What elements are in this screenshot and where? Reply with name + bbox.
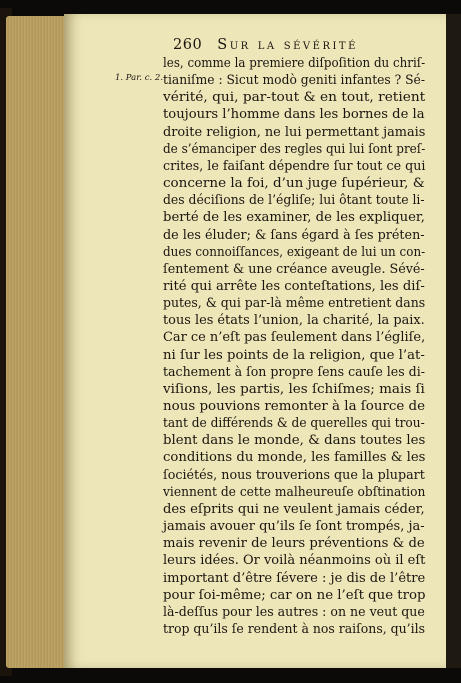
text-line: leurs idées. Or voilà néanmoins où il eſt — [163, 553, 426, 569]
text-line: rité qui arrête les conteſtations, les diſ- — [163, 278, 425, 294]
text-line: blent dans le monde, & dans toutes les — [163, 433, 426, 449]
scan-background-edge — [446, 14, 461, 668]
margin-note: 1. Par. c. 2. — [115, 73, 164, 83]
text-line: de s’émanciper des regles qui lui ſont preſ- — [163, 141, 426, 157]
running-title: Sur la sévérité — [217, 37, 358, 53]
text-line: jamais avouer qu’ils ſe ſont trompés, ja- — [163, 519, 425, 535]
text-line: dues connoiſſances, exigeant de lui un con- — [163, 244, 426, 260]
running-header — [173, 37, 358, 53]
text-line: les, comme la premiere diſpoſition du chriſ- — [163, 56, 426, 71]
text-line: ſentement & une créance aveugle. Sévé- — [163, 261, 425, 277]
text-line: berté de les examiner, de les expliquer, — [163, 210, 425, 226]
text-line: tachement à ſon propre ſens cauſe les di- — [163, 364, 425, 380]
page-edges — [6, 16, 72, 668]
text-line: important d’être ſévere : je dis de l’être — [163, 570, 426, 586]
text-line: ni ſur les points de la religion, que l’at- — [163, 347, 425, 363]
text-line: toujours l’homme dans les bornes de la — [163, 107, 425, 123]
text-line: ſociétés, nous trouverions que la plupart — [163, 467, 425, 483]
text-line: tant de différends & de querelles qui trou- — [163, 416, 425, 432]
text-line: nous pouvions remonter à la ſource de — [163, 399, 426, 414]
text-line: des déciſions de l’égliſe; lui ôtant toute li- — [163, 193, 425, 209]
text-line: conditions du monde, les familles & les — [163, 450, 426, 466]
text-line: tianiſme : Sicut modò geniti infantes ? Sé- — [163, 73, 425, 89]
text-line: putes, & qui par-là même entretient dans — [163, 296, 426, 312]
page-number: 260 — [173, 37, 203, 53]
text-line: droite religion, ne lui permettant jamais — [163, 124, 426, 140]
text-line: trop qu’ils ſe rendent à nos raiſons, qu’ils — [163, 621, 426, 637]
text-line: viſions, les partis, les ſchiſmes; mais ſi — [163, 381, 425, 397]
text-line: Car ce n’eſt pas ſeulement dans l’égliſe, — [163, 330, 426, 346]
text-line: de les éluder; & ſans égard à ſes préten- — [163, 227, 425, 243]
text-line: là-deſſus pour les autres : on ne veut que — [163, 604, 425, 620]
text-line: concerne la foi, d’un juge ſupérieur, & — [163, 176, 425, 192]
text-line: vérité, qui, par-tout & en tout, retient — [163, 90, 426, 106]
text-line: tous les états l’union, la charité, la paix. — [163, 313, 425, 329]
text-line: pour ſoi-même; car on ne l’eſt que trop — [163, 587, 426, 603]
text-line: mais revenir de leurs préventions & de — [163, 536, 425, 552]
text-line: crites, le faiſant dépendre ſur tout ce qui — [163, 158, 426, 174]
text-line: des eſprits qui ne veulent jamais céder, — [163, 501, 425, 517]
text-line: viennent de cette malheureuſe obſtination — [163, 484, 426, 500]
